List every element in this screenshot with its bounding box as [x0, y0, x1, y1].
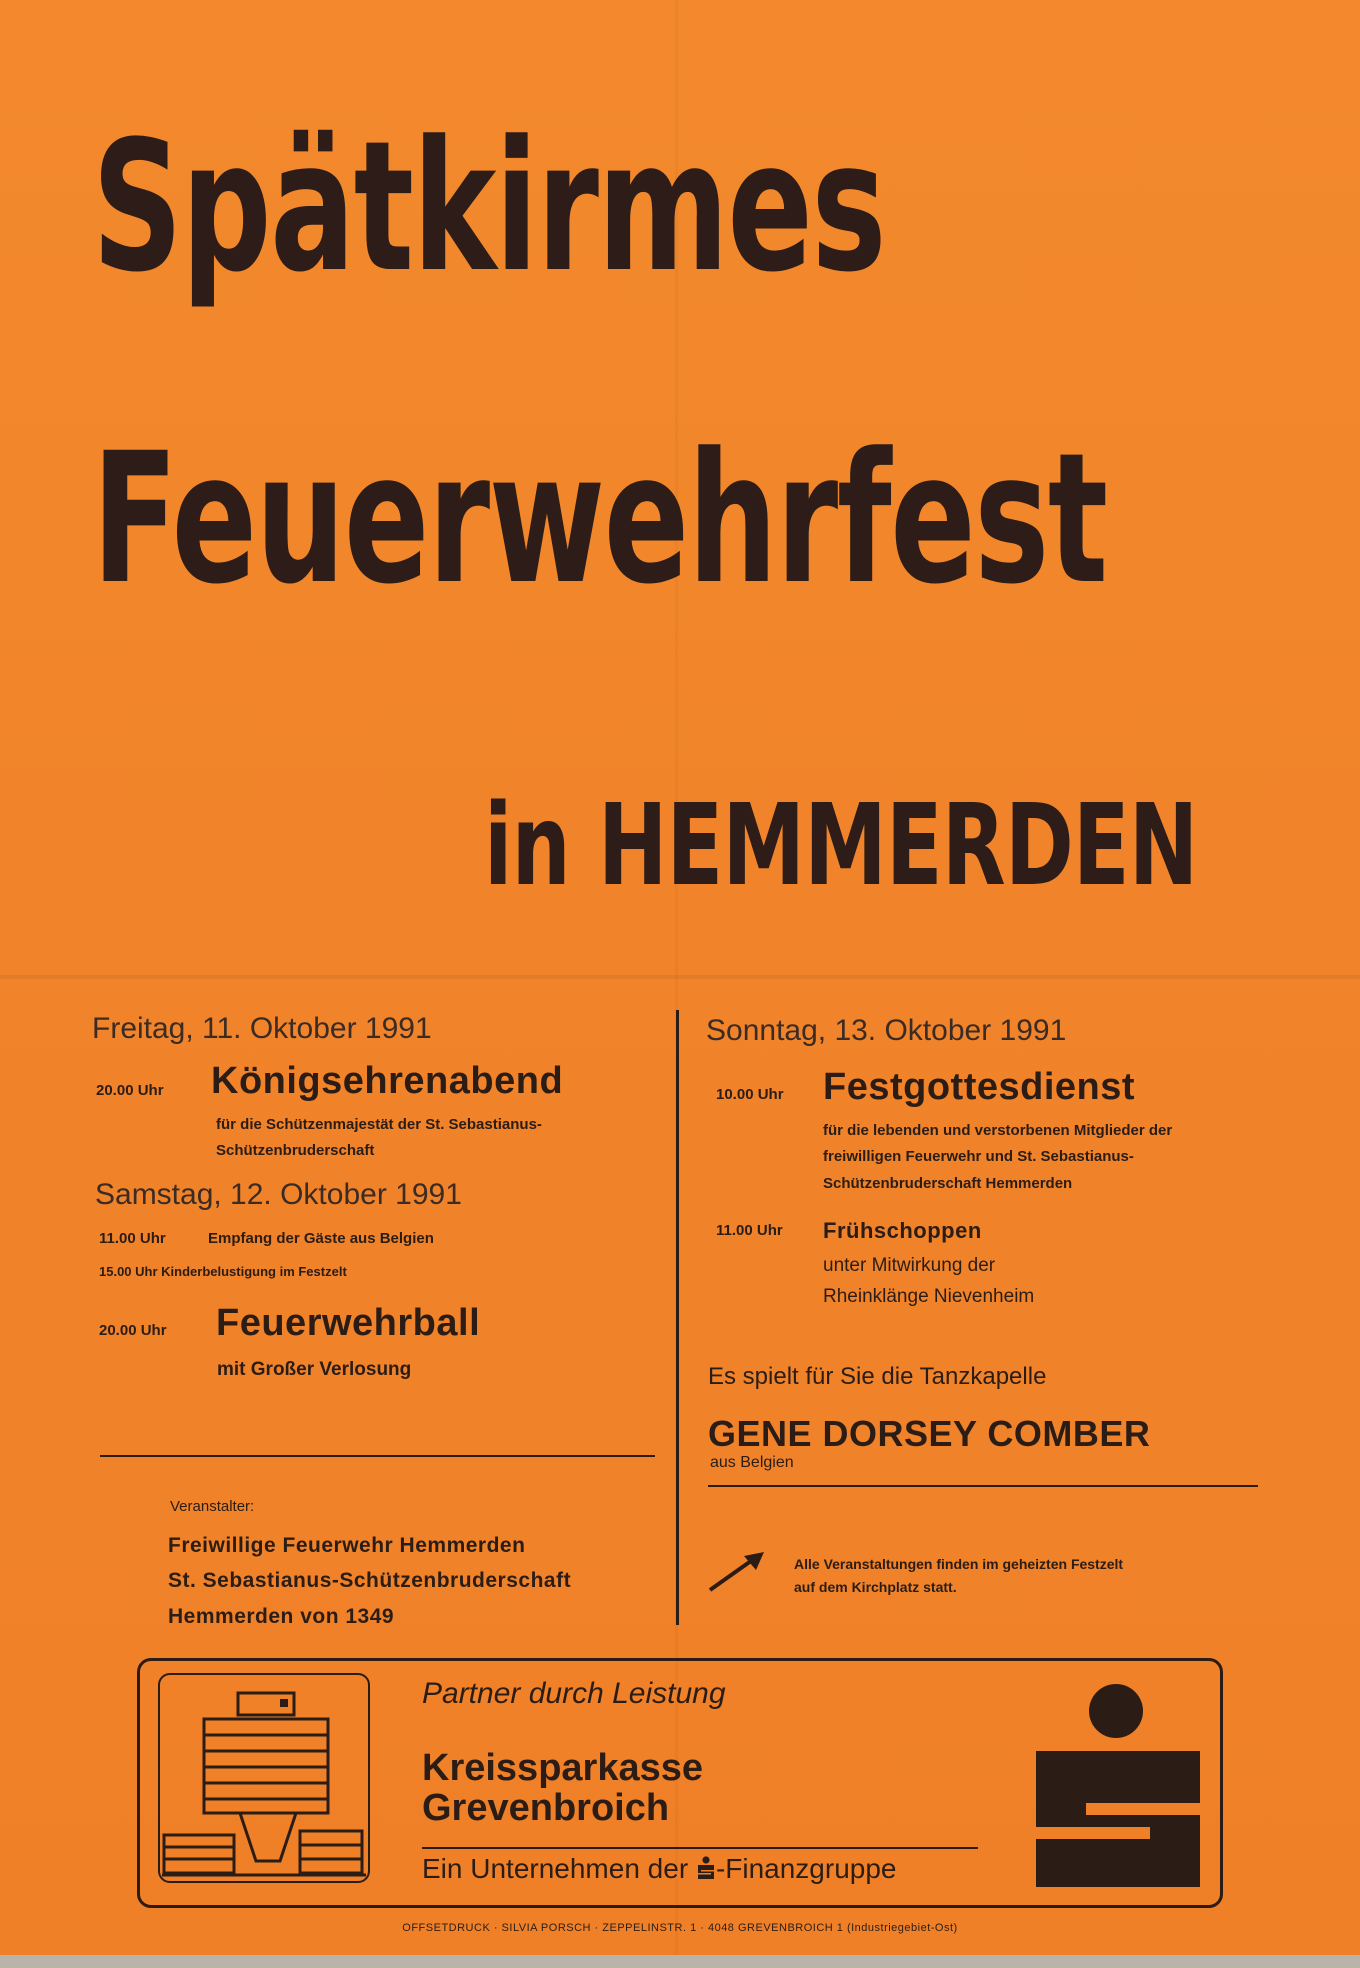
event-title-empfang: Empfang der Gäste aus Belgien [208, 1230, 434, 1247]
column-divider [676, 1010, 679, 1625]
event-time: 20.00 Uhr [99, 1322, 167, 1339]
sponsor-panel [137, 1658, 1223, 1908]
event-time: 11.00 Uhr [99, 1230, 166, 1247]
event-time: 20.00 Uhr [96, 1082, 164, 1099]
event-title-festgottesdienst: Festgottesdienst [823, 1066, 1136, 1108]
event-time: 11.00 Uhr [716, 1222, 783, 1239]
event-description: mit Großer Verlosung [217, 1359, 412, 1380]
event-time: 10.00 Uhr [716, 1086, 784, 1103]
printer-footer: OFFSETDRUCK · SILVIA PORSCH · ZEPPELINSTR. 1 · 4048 GREVENBROICH 1 (Industriegebiet-Ost) [402, 1922, 958, 1934]
event-title-feuerwehrball: Feuerwehrball [216, 1302, 481, 1344]
day-heading-saturday: Samstag, 12. Oktober 1991 [95, 1178, 462, 1211]
band-origin: aus Belgien [710, 1454, 794, 1471]
sponsor-rule [422, 1847, 978, 1849]
day-heading-friday: Freitag, 11. Oktober 1991 [92, 1012, 432, 1045]
building-icon [160, 1675, 368, 1881]
event-title-koenigsehrenabend: Königsehrenabend [211, 1060, 564, 1102]
sponsor-tagline: Ein Unternehmen der -Finanzgruppe [422, 1853, 897, 1884]
divider [100, 1455, 655, 1457]
sponsor-slogan: Partner durch Leistung [422, 1677, 726, 1710]
organizer-list [168, 1528, 571, 1634]
band-name: GENE DORSEY COMBER [708, 1413, 1151, 1454]
headline-feuerwehrfest: Feuerwehrfest [92, 415, 1107, 624]
event-title-fruehschoppen: Frühschoppen [823, 1218, 982, 1243]
headline-spaetkirmes: Spätkirmes [92, 103, 886, 312]
sponsor-name: Kreissparkasse Grevenbroich [422, 1747, 703, 1829]
band-intro: Es spielt für Sie die Tanzkapelle [708, 1363, 1047, 1390]
sparkasse-s-small-icon [697, 1856, 715, 1880]
arrow-up-right-icon [706, 1548, 768, 1594]
event-description: für die Schützenmajestät der St. Sebastianus- Schützenbruderschaft [216, 1116, 542, 1160]
organizer-label: Veranstalter: [170, 1498, 255, 1515]
event-kinderbelustigung: 15.00 Uhr Kinderbelustigung im Festzelt [99, 1264, 347, 1279]
sparkasse-s-icon [1028, 1681, 1208, 1891]
day-heading-sunday: Sonntag, 13. Oktober 1991 [706, 1014, 1067, 1047]
event-description: für die lebenden und verstorbenen Mitglieder der freiwilligen Feuerwehr und St. Sebastianus- Schützenbruderschaft Hemmerden [823, 1122, 1173, 1192]
venue-note: Alle Veranstaltungen finden im geheizten Festzelt auf dem Kirchplatz statt. [794, 1556, 1124, 1596]
organizer-name: Hemmerden von 1349 [168, 1604, 395, 1628]
divider [708, 1485, 1258, 1487]
paper-fold [0, 975, 1360, 979]
building-illustration-frame [158, 1673, 370, 1883]
event-description: unter Mitwirkung der Rheinklänge Nievenheim [823, 1255, 1035, 1308]
headline-hemmerden: in HEMMERDEN [484, 781, 1198, 911]
organizer-name: St. Sebastianus-Schützenbruderschaft [168, 1569, 572, 1593]
organizer-name: Freiwillige Feuerwehr Hemmerden [168, 1534, 526, 1557]
background-surface [0, 1955, 1360, 1968]
